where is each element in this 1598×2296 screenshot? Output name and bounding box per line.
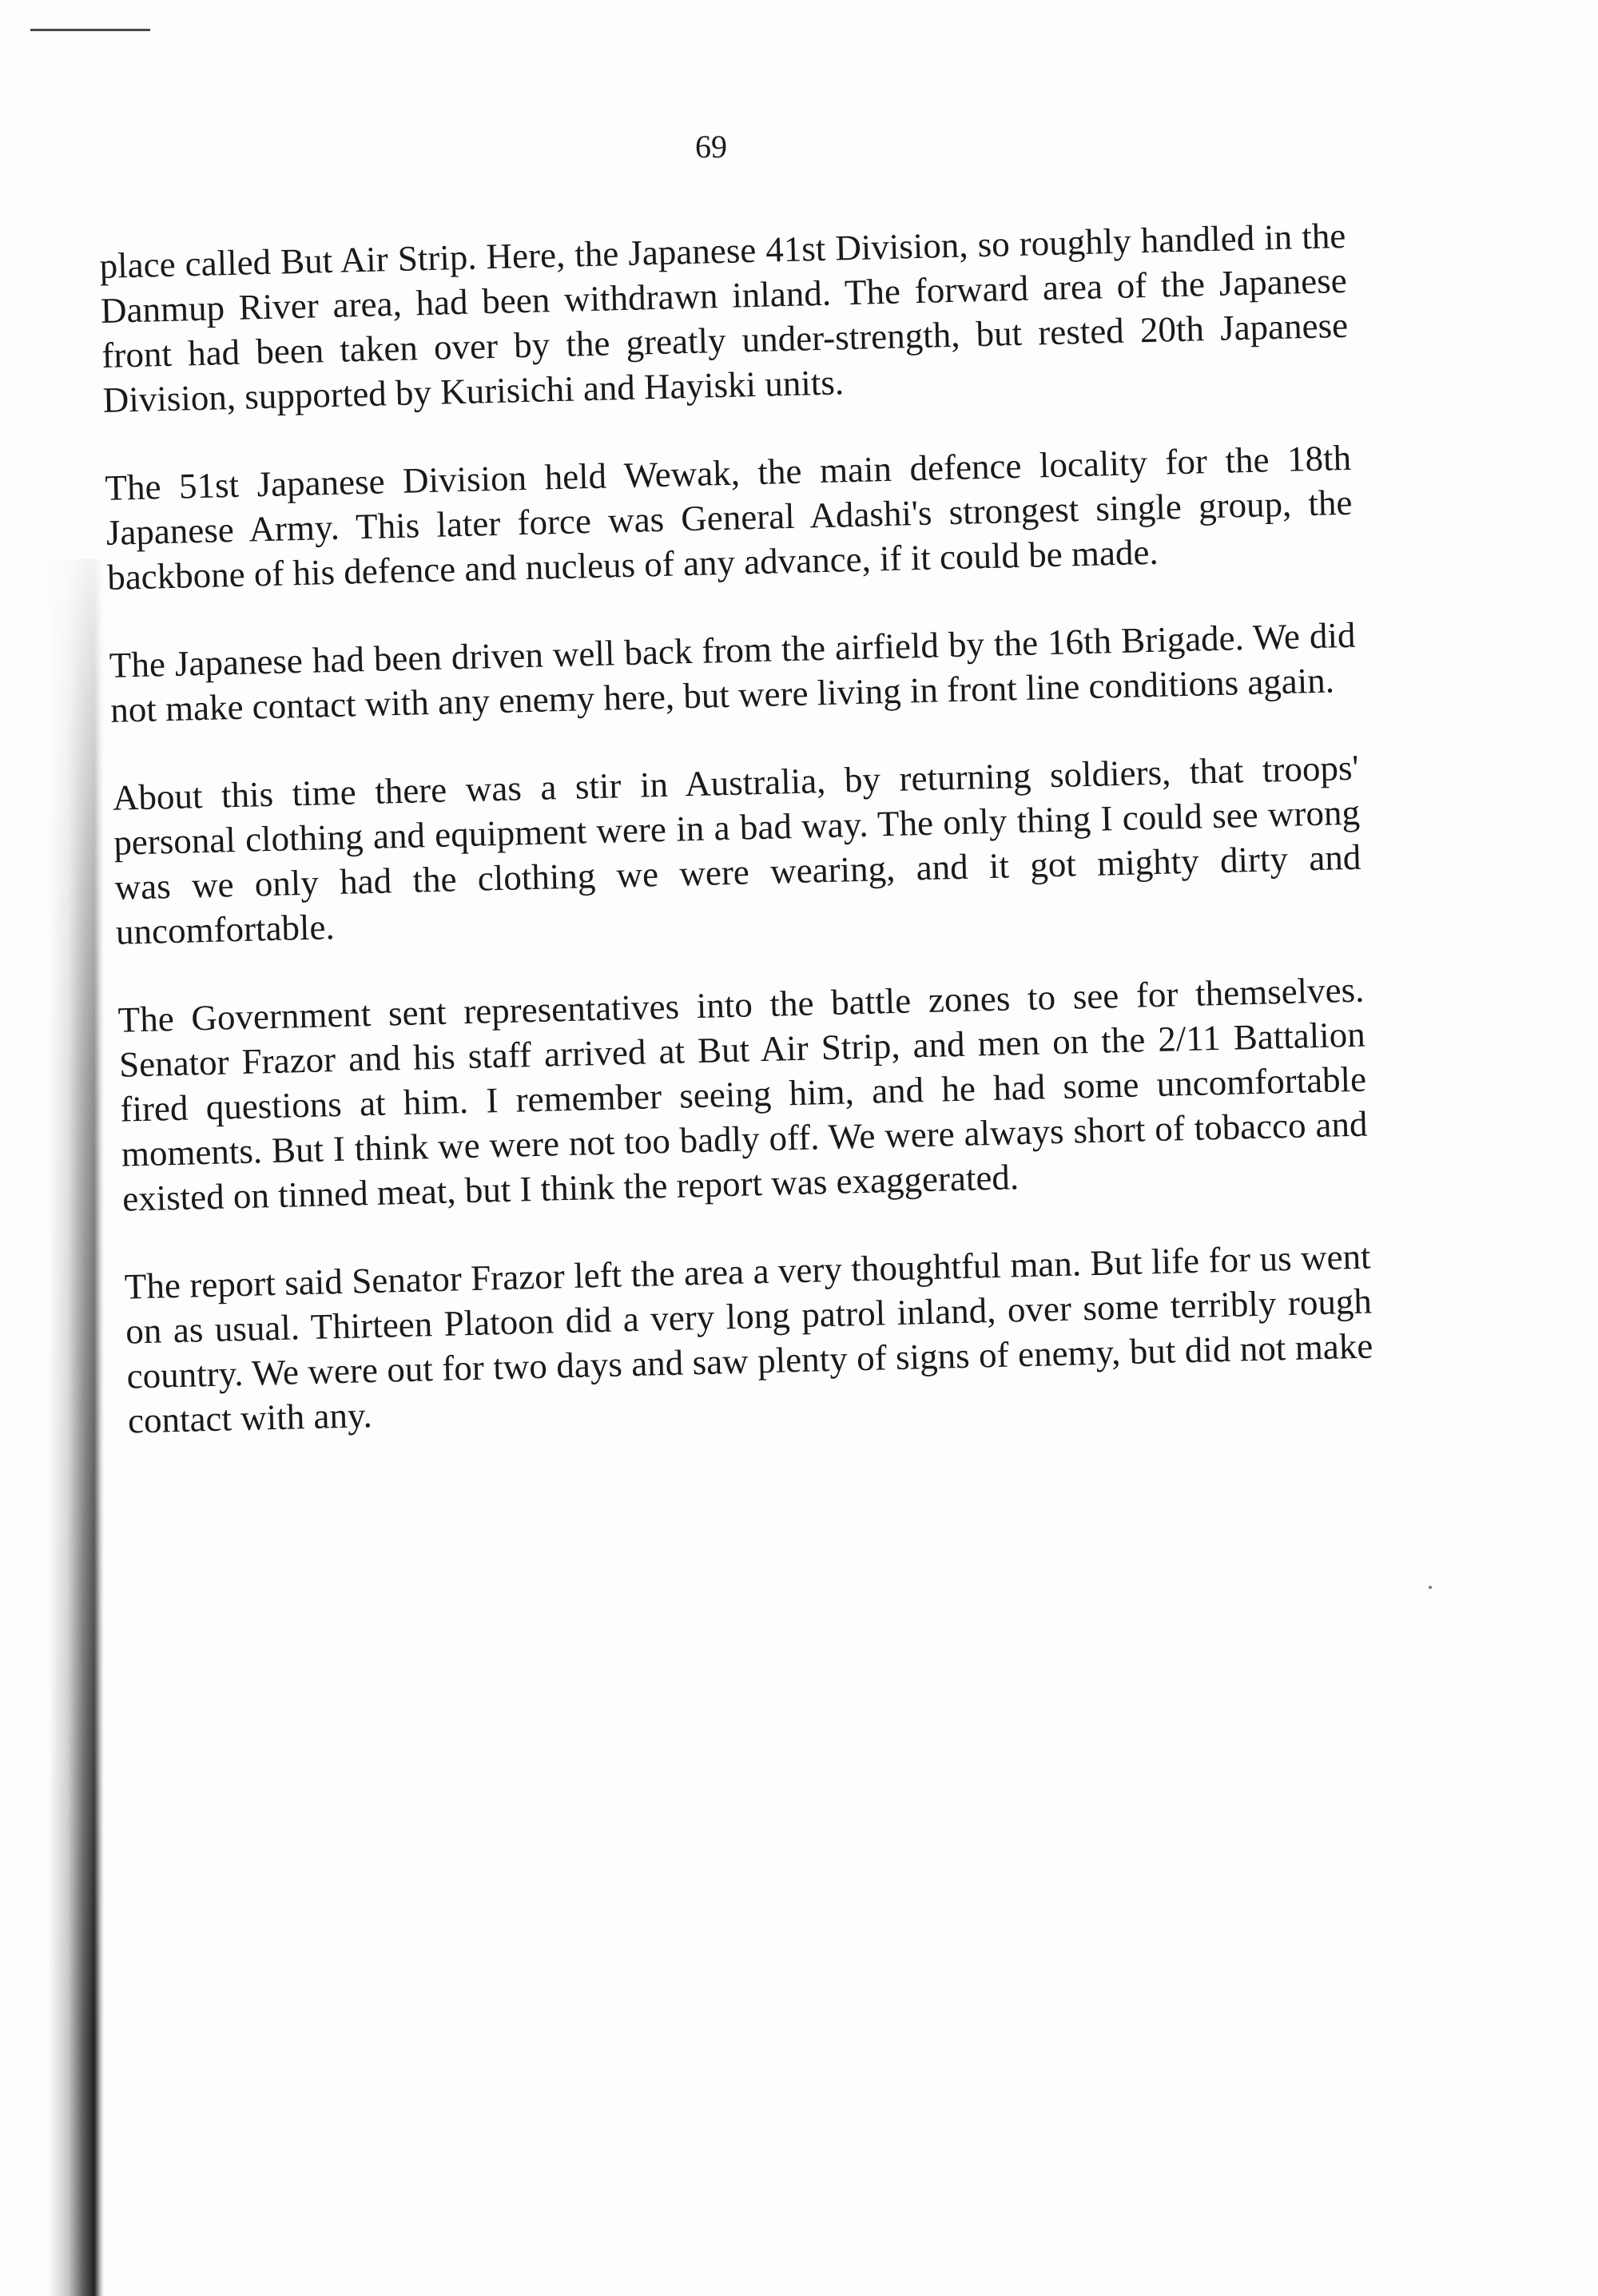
top-rule (30, 29, 150, 31)
paragraph-6: The report said Senator Frazor left the area a very thoughtful man. But life for us went on as usual. Thirteen Platoon did a very long patrol inland, over some terribly rough country. We were out for two days and saw plenty of signs of enemy, but did not make contact with any. (124, 1236, 1373, 1441)
paragraph-5: The Government sent representatives into the battle zones to see for themselves. Senator Frazor and his staff arrived at But Air Strip, and men on the 2/11 Battalion fired questions at him. I remember seeing him, and he had some uncomfortable moments. But I think we were not too badly off. We were always short of tobacco and existed on tinned meat, but I think the report was exaggerated. (117, 969, 1368, 1219)
paragraph-4: About this time there was a stir in Australia, by returning soldiers, that troops' personal clothing and equipment were in a bad way. The only thing I could see wrong was we only had the clothing we were wearing, and it got mighty dirty and uncomfortable. (112, 747, 1361, 952)
page-number: 69 (695, 129, 727, 165)
body-text (99, 213, 1376, 1487)
paragraph-1: place called But Air Strip. Here, the Japanese 41st Division, so roughly handled in the Danmup River area, had been withdrawn inland. The forward area of the Japanese front had been taken over by the greatly under-strength, but rested 20th Japanese Division, supported by Kurisichi and Hayiski units. (99, 215, 1349, 420)
paragraph-3: The Japanese had been driven well back from the airfield by the 16th Brigade. We did not make contact with any enemy here, but were living in front line conditions again. (109, 614, 1357, 730)
paragraph-2: The 51st Japanese Division held Wewak, the main defence locality for the 18th Japanese Army. This later force was General Adashi's strongest single group, the backbone of his defence and nucleus of any advance, if it could be made. (104, 437, 1353, 598)
binding-shadow (0, 559, 104, 2296)
scan-speck (1429, 1586, 1432, 1589)
